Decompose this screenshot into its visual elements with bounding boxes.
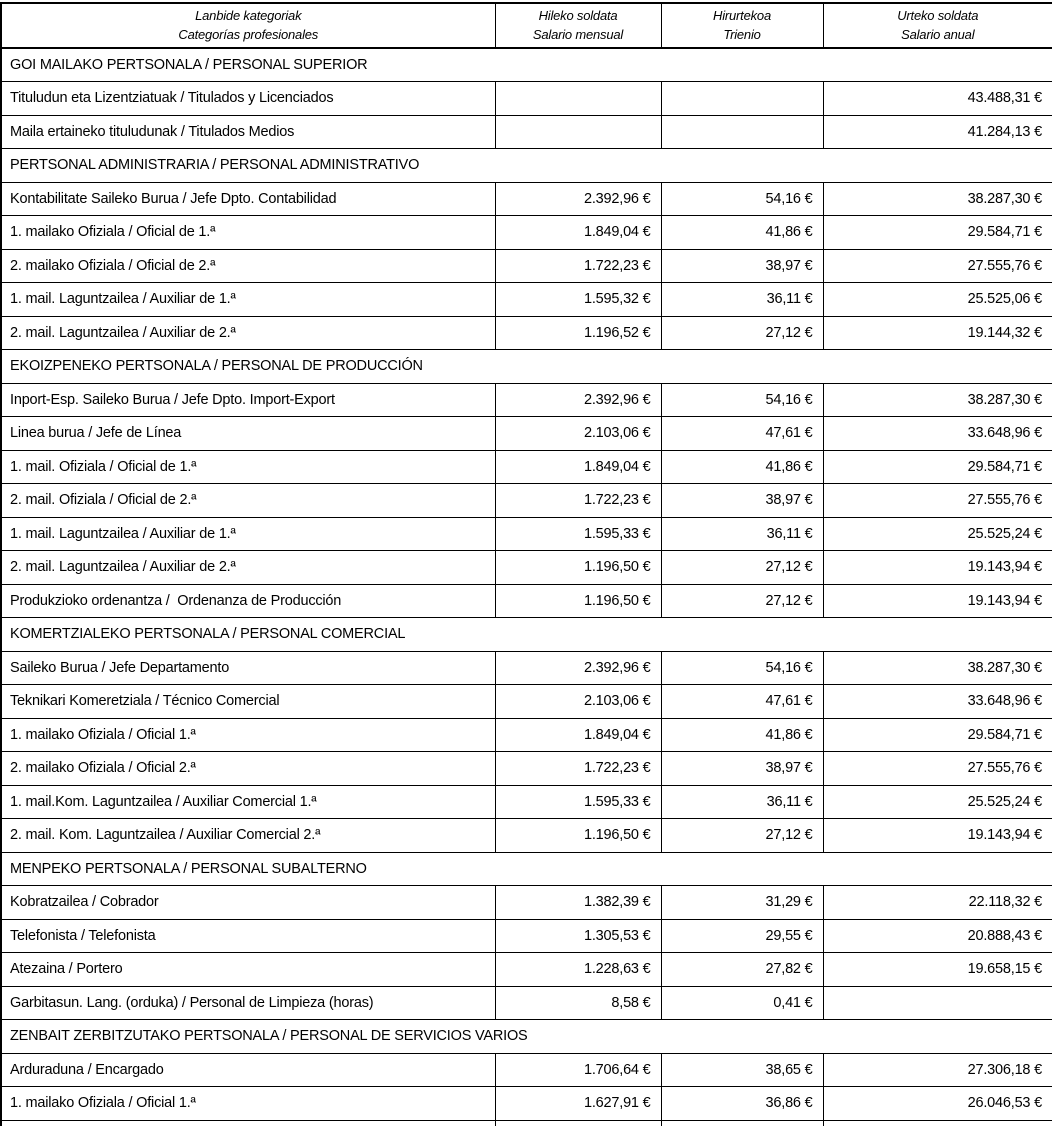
triennium-cell: 41,86 €: [661, 718, 823, 752]
triennium-cell: 36,11 €: [661, 283, 823, 317]
triennium-cell: 54,16 €: [661, 651, 823, 685]
monthly-salary-cell: [495, 82, 661, 116]
monthly-salary-cell: 1.228,63 €: [495, 953, 661, 987]
column-header-categories-eu: Lanbide kategoriak: [195, 7, 302, 23]
triennium-cell: 27,12 €: [661, 584, 823, 618]
section-header-row: [1, 48, 1052, 82]
annual-salary-cell: 38.287,30 €: [823, 651, 1052, 685]
table-row: [1, 785, 1052, 819]
table-row: [1, 383, 1052, 417]
monthly-salary-cell: 2.103,06 €: [495, 417, 661, 451]
monthly-salary-cell: [495, 115, 661, 149]
monthly-salary-cell: 8,58 €: [495, 986, 661, 1020]
section-title: GOI MAILAKO PERTSONALA / PERSONAL SUPERIOR: [1, 48, 1052, 82]
column-header-categories: [1, 3, 495, 48]
triennium-cell: 0,41 €: [661, 986, 823, 1020]
triennium-cell: 47,61 €: [661, 685, 823, 719]
monthly-salary-cell: 1.305,53 €: [495, 919, 661, 953]
section-header-row: [1, 350, 1052, 384]
category-cell: 1. mail. Laguntzailea / Auxiliar de 1.ª: [1, 517, 495, 551]
monthly-salary-cell: 1.627,91 €: [495, 1087, 661, 1121]
category-cell: Kobratzailea / Cobrador: [1, 886, 495, 920]
table-row: [1, 551, 1052, 585]
triennium-cell: 38,97 €: [661, 484, 823, 518]
annual-salary-cell: 19.144,32 €: [823, 316, 1052, 350]
table-row: [1, 283, 1052, 317]
monthly-salary-cell: 1.196,50 €: [495, 584, 661, 618]
triennium-cell: 54,16 €: [661, 383, 823, 417]
category-cell: Tituludun eta Lizentziatuak / Titulados y Licenciados: [1, 82, 495, 116]
triennium-cell: 36,86 €: [661, 1087, 823, 1121]
table-row: [1, 886, 1052, 920]
category-cell: Inport-Esp. Saileko Burua / Jefe Dpto. Import-Export: [1, 383, 495, 417]
category-cell: 2. mailako Ofiziala / Oficial 2.ª: [1, 752, 495, 786]
triennium-cell: 27,82 €: [661, 953, 823, 987]
section-title: EKOIZPENEKO PERTSONALA / PERSONAL DE PRODUCCIÓN: [1, 350, 1052, 384]
monthly-salary-cell: 1.706,64 €: [495, 1053, 661, 1087]
annual-salary-cell: 27.555,76 €: [823, 484, 1052, 518]
table-row: [1, 584, 1052, 618]
monthly-salary-cell: 1.382,39 €: [495, 886, 661, 920]
category-cell: 2. mailako Ofiziala / Oficial de 2.ª: [1, 249, 495, 283]
annual-salary-cell: 20.888,43 €: [823, 919, 1052, 953]
column-header-monthly-salary: [495, 3, 661, 48]
monthly-salary-cell: 1.196,52 €: [495, 316, 661, 350]
category-cell: Teknikari Komeretziala / Técnico Comercial: [1, 685, 495, 719]
triennium-cell: 27,12 €: [661, 316, 823, 350]
monthly-salary-cell: 1.722,23 €: [495, 752, 661, 786]
category-cell: Arduraduna / Encargado: [1, 1053, 495, 1087]
triennium-cell: 54,16 €: [661, 182, 823, 216]
section-header-row: [1, 852, 1052, 886]
table-row: [1, 685, 1052, 719]
annual-salary-cell: 29.584,71 €: [823, 718, 1052, 752]
triennium-cell: 41,86 €: [661, 450, 823, 484]
column-header-monthly-eu: Hileko soldata: [538, 7, 618, 23]
triennium-cell: 47,61 €: [661, 417, 823, 451]
annual-salary-cell: 41.284,13 €: [823, 115, 1052, 149]
annual-salary-cell: 29.584,71 €: [823, 216, 1052, 250]
category-cell: 1. mailako Ofiziala / Oficial 1.ª: [1, 718, 495, 752]
category-cell: [1, 1120, 495, 1126]
monthly-salary-cell: 1.595,33 €: [495, 517, 661, 551]
category-cell: Kontabilitate Saileko Burua / Jefe Dpto. Contabilidad: [1, 182, 495, 216]
triennium-cell: 38,65 €: [661, 1053, 823, 1087]
table-row: [1, 249, 1052, 283]
annual-salary-cell: [823, 1120, 1052, 1126]
section-header-row: [1, 1020, 1052, 1054]
category-cell: 1. mail. Ofiziala / Oficial de 1.ª: [1, 450, 495, 484]
monthly-salary-cell: 2.103,06 €: [495, 685, 661, 719]
annual-salary-cell: 27.306,18 €: [823, 1053, 1052, 1087]
category-cell: Linea burua / Jefe de Línea: [1, 417, 495, 451]
annual-salary-cell: 19.143,94 €: [823, 551, 1052, 585]
table-row: [1, 953, 1052, 987]
annual-salary-cell: 26.046,53 €: [823, 1087, 1052, 1121]
table-row: [1, 82, 1052, 116]
table-row: [1, 651, 1052, 685]
triennium-cell: 29,55 €: [661, 919, 823, 953]
triennium-cell: 27,12 €: [661, 551, 823, 585]
section-title: PERTSONAL ADMINISTRARIA / PERSONAL ADMINISTRATIVO: [1, 149, 1052, 183]
category-cell: 2. mail. Laguntzailea / Auxiliar de 2.ª: [1, 316, 495, 350]
section-title: ZENBAIT ZERBITZUTAKO PERTSONALA / PERSONAL DE SERVICIOS VARIOS: [1, 1020, 1052, 1054]
triennium-cell: 36,11 €: [661, 785, 823, 819]
category-cell: 2. mail. Ofiziala / Oficial de 2.ª: [1, 484, 495, 518]
table-row: [1, 1053, 1052, 1087]
category-cell: Telefonista / Telefonista: [1, 919, 495, 953]
monthly-salary-cell: 1.722,23 €: [495, 484, 661, 518]
table-row: [1, 484, 1052, 518]
section-header-row: [1, 618, 1052, 652]
annual-salary-cell: 19.143,94 €: [823, 819, 1052, 853]
annual-salary-cell: 25.525,24 €: [823, 785, 1052, 819]
category-cell: Atezaina / Portero: [1, 953, 495, 987]
triennium-cell: 36,11 €: [661, 517, 823, 551]
triennium-cell: 31,29 €: [661, 886, 823, 920]
monthly-salary-cell: 2.392,96 €: [495, 182, 661, 216]
table-row: [1, 919, 1052, 953]
category-cell: 2. mail. Kom. Laguntzailea / Auxiliar Comercial 2.ª: [1, 819, 495, 853]
column-header-triennium-es: Trienio: [723, 26, 761, 42]
category-cell: 1. mail. Laguntzailea / Auxiliar de 1.ª: [1, 283, 495, 317]
annual-salary-cell: 27.555,76 €: [823, 752, 1052, 786]
category-cell: 2. mail. Laguntzailea / Auxiliar de 2.ª: [1, 551, 495, 585]
category-cell: 1. mail.Kom. Laguntzailea / Auxiliar Comercial 1.ª: [1, 785, 495, 819]
table-row: [1, 819, 1052, 853]
annual-salary-cell: 25.525,24 €: [823, 517, 1052, 551]
table-row: [1, 986, 1052, 1020]
triennium-cell: [661, 115, 823, 149]
salary-table: [0, 2, 1052, 1126]
section-header-row: [1, 149, 1052, 183]
table-row: [1, 1087, 1052, 1121]
monthly-salary-cell: 1.849,04 €: [495, 718, 661, 752]
column-header-categories-es: Categorías profesionales: [178, 26, 319, 42]
table-row: [1, 718, 1052, 752]
monthly-salary-cell: 1.196,50 €: [495, 819, 661, 853]
category-cell: Produkzioko ordenantza / Ordenanza de Producción: [1, 584, 495, 618]
monthly-salary-cell: 2.392,96 €: [495, 383, 661, 417]
column-header-annual-salary: [823, 3, 1052, 48]
monthly-salary-cell: 1.722,23 €: [495, 249, 661, 283]
category-cell: 1. mailako Ofiziala / Oficial de 1.ª: [1, 216, 495, 250]
section-title: KOMERTZIALEKO PERTSONALA / PERSONAL COMERCIAL: [1, 618, 1052, 652]
annual-salary-cell: 19.143,94 €: [823, 584, 1052, 618]
monthly-salary-cell: 1.595,33 €: [495, 785, 661, 819]
triennium-cell: 41,86 €: [661, 216, 823, 250]
monthly-salary-cell: 1.849,04 €: [495, 216, 661, 250]
annual-salary-cell: 22.118,32 €: [823, 886, 1052, 920]
triennium-cell: 38,97 €: [661, 752, 823, 786]
column-header-annual-eu: Urteko soldata: [897, 7, 979, 23]
annual-salary-cell: 29.584,71 €: [823, 450, 1052, 484]
column-header-annual-es: Salario anual: [901, 26, 975, 42]
table-row: [1, 450, 1052, 484]
monthly-salary-cell: [495, 1120, 661, 1126]
annual-salary-cell: 33.648,96 €: [823, 417, 1052, 451]
table-row: [1, 216, 1052, 250]
annual-salary-cell: [823, 986, 1052, 1020]
annual-salary-cell: 19.658,15 €: [823, 953, 1052, 987]
table-row: [1, 316, 1052, 350]
annual-salary-cell: 38.287,30 €: [823, 182, 1052, 216]
annual-salary-cell: 38.287,30 €: [823, 383, 1052, 417]
annual-salary-cell: 27.555,76 €: [823, 249, 1052, 283]
triennium-cell: [661, 1120, 823, 1126]
monthly-salary-cell: 2.392,96 €: [495, 651, 661, 685]
triennium-cell: 27,12 €: [661, 819, 823, 853]
category-cell: 1. mailako Ofiziala / Oficial 1.ª: [1, 1087, 495, 1121]
table-row: [1, 752, 1052, 786]
table-row: [1, 182, 1052, 216]
annual-salary-cell: 43.488,31 €: [823, 82, 1052, 116]
monthly-salary-cell: 1.595,32 €: [495, 283, 661, 317]
monthly-salary-cell: 1.196,50 €: [495, 551, 661, 585]
triennium-cell: 38,97 €: [661, 249, 823, 283]
category-cell: Maila ertaineko tituludunak / Titulados Medios: [1, 115, 495, 149]
annual-salary-cell: 25.525,06 €: [823, 283, 1052, 317]
triennium-cell: [661, 82, 823, 116]
annual-salary-cell: 33.648,96 €: [823, 685, 1052, 719]
column-header-triennium: [661, 3, 823, 48]
table-header-row: [1, 3, 1052, 48]
table-row: [1, 517, 1052, 551]
category-cell: Saileko Burua / Jefe Departamento: [1, 651, 495, 685]
category-cell: Garbitasun. Lang. (orduka) / Personal de Limpieza (horas): [1, 986, 495, 1020]
column-header-triennium-eu: Hirurtekoa: [713, 7, 771, 23]
monthly-salary-cell: 1.849,04 €: [495, 450, 661, 484]
table-row-partial: [1, 1120, 1052, 1126]
column-header-monthly-es: Salario mensual: [532, 26, 624, 42]
table-row: [1, 115, 1052, 149]
section-title: MENPEKO PERTSONALA / PERSONAL SUBALTERNO: [1, 852, 1052, 886]
table-row: [1, 417, 1052, 451]
